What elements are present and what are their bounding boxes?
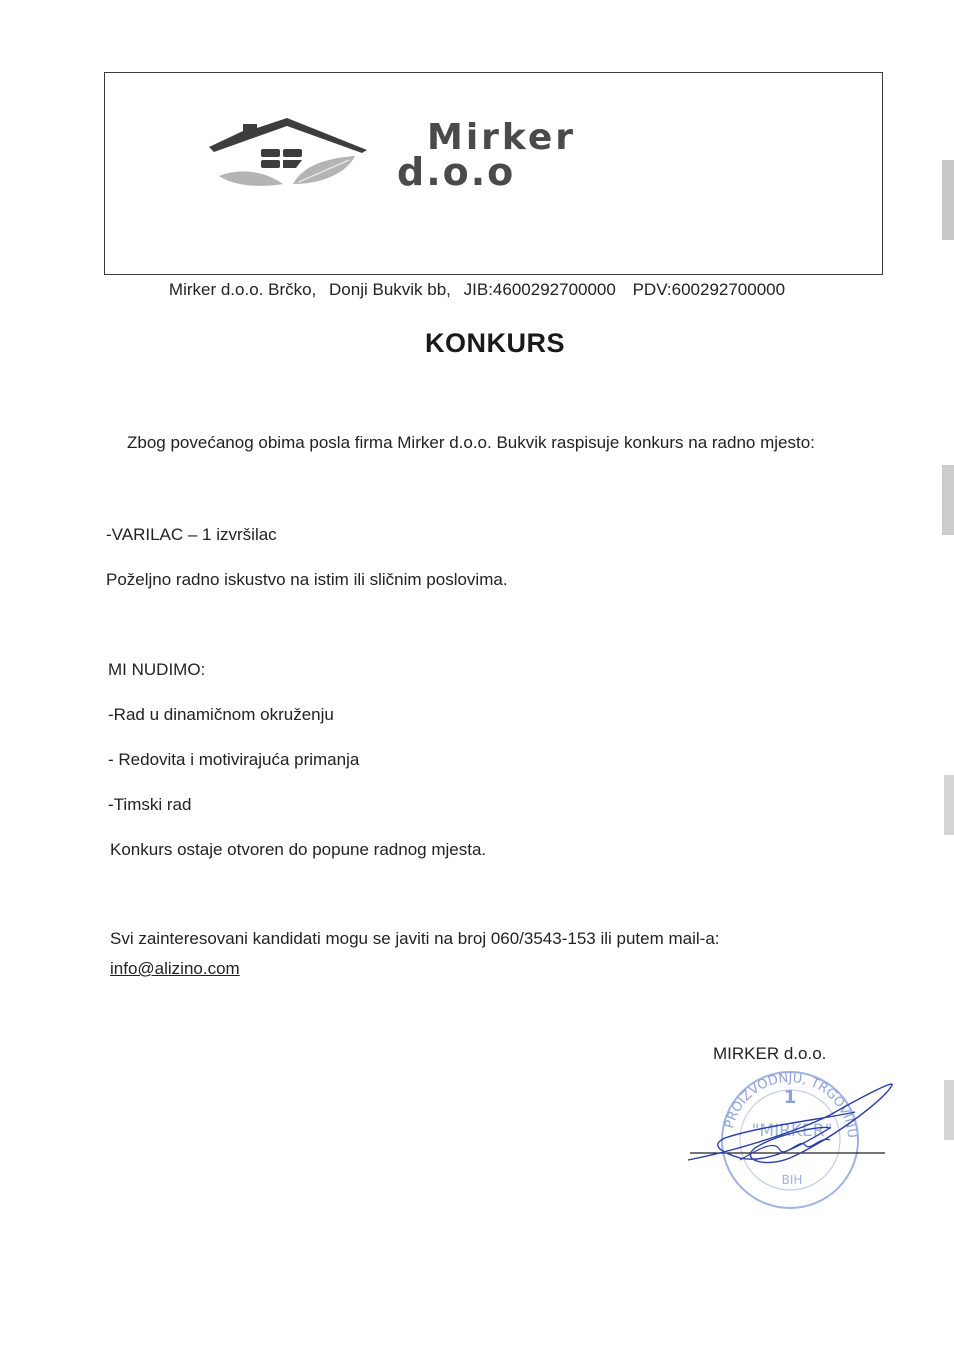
company-stamp-icon xyxy=(680,1040,920,1210)
position-requirement: Poželjno radno iskustvo na istim ili sličnim poslovima. xyxy=(106,570,508,589)
company-info-line xyxy=(0,280,954,300)
document-title: KONKURS xyxy=(424,328,565,358)
logo-suffix: d.o.o xyxy=(397,150,516,194)
scan-artifact-icon xyxy=(932,460,954,540)
scan-artifact-icon xyxy=(932,150,954,250)
contact-email-link[interactable]: info@alizino.com xyxy=(110,959,240,978)
intro-paragraph: Zbog povećanog obima posla firma Mirker d.o.o. Bukvik raspisuje konkurs na radno mjesto: xyxy=(127,433,815,452)
offer-heading: MI NUDIMO: xyxy=(108,660,206,679)
signature-company-label: MIRKER d.o.o. xyxy=(713,1044,827,1063)
signature-block xyxy=(680,1040,920,1210)
logo-wordmark xyxy=(397,117,577,194)
offer-item: - Redovita i motivirajuća primanja xyxy=(108,750,360,769)
stamp-top-text: PROIZVODNJU, TRGOVINU xyxy=(722,1070,860,1139)
stamp-bottom-text: BIH xyxy=(781,1173,803,1187)
offer-item: -Rad u dinamičnom okruženju xyxy=(108,705,334,724)
scan-artifact-icon xyxy=(932,1075,954,1145)
contact-text: Svi zainteresovani kandidati mogu se javiti na broj 060/3543-153 ili putem mail-a: xyxy=(110,929,720,948)
logo-name: Mirker xyxy=(427,117,577,158)
position-title: -VARILAC – 1 izvršilac xyxy=(106,525,277,544)
company-address: Donji Bukvik bb, xyxy=(329,280,451,299)
stamp-number: 1 xyxy=(783,1087,797,1108)
company-pdv: PDV:600292700000 xyxy=(632,280,786,299)
offer-item: -Timski rad xyxy=(108,795,192,814)
company-jib: JIB:4600292700000 xyxy=(463,280,616,299)
letterhead xyxy=(104,72,883,275)
stamp-name: "MIRKER" xyxy=(751,1121,833,1141)
scan-artifact-icon xyxy=(932,770,954,840)
company-name: Mirker d.o.o. Brčko, xyxy=(168,280,317,299)
validity-note: Konkurs ostaje otvoren do popune radnog mjesta. xyxy=(110,840,487,859)
house-leaf-logo-icon xyxy=(209,114,369,186)
